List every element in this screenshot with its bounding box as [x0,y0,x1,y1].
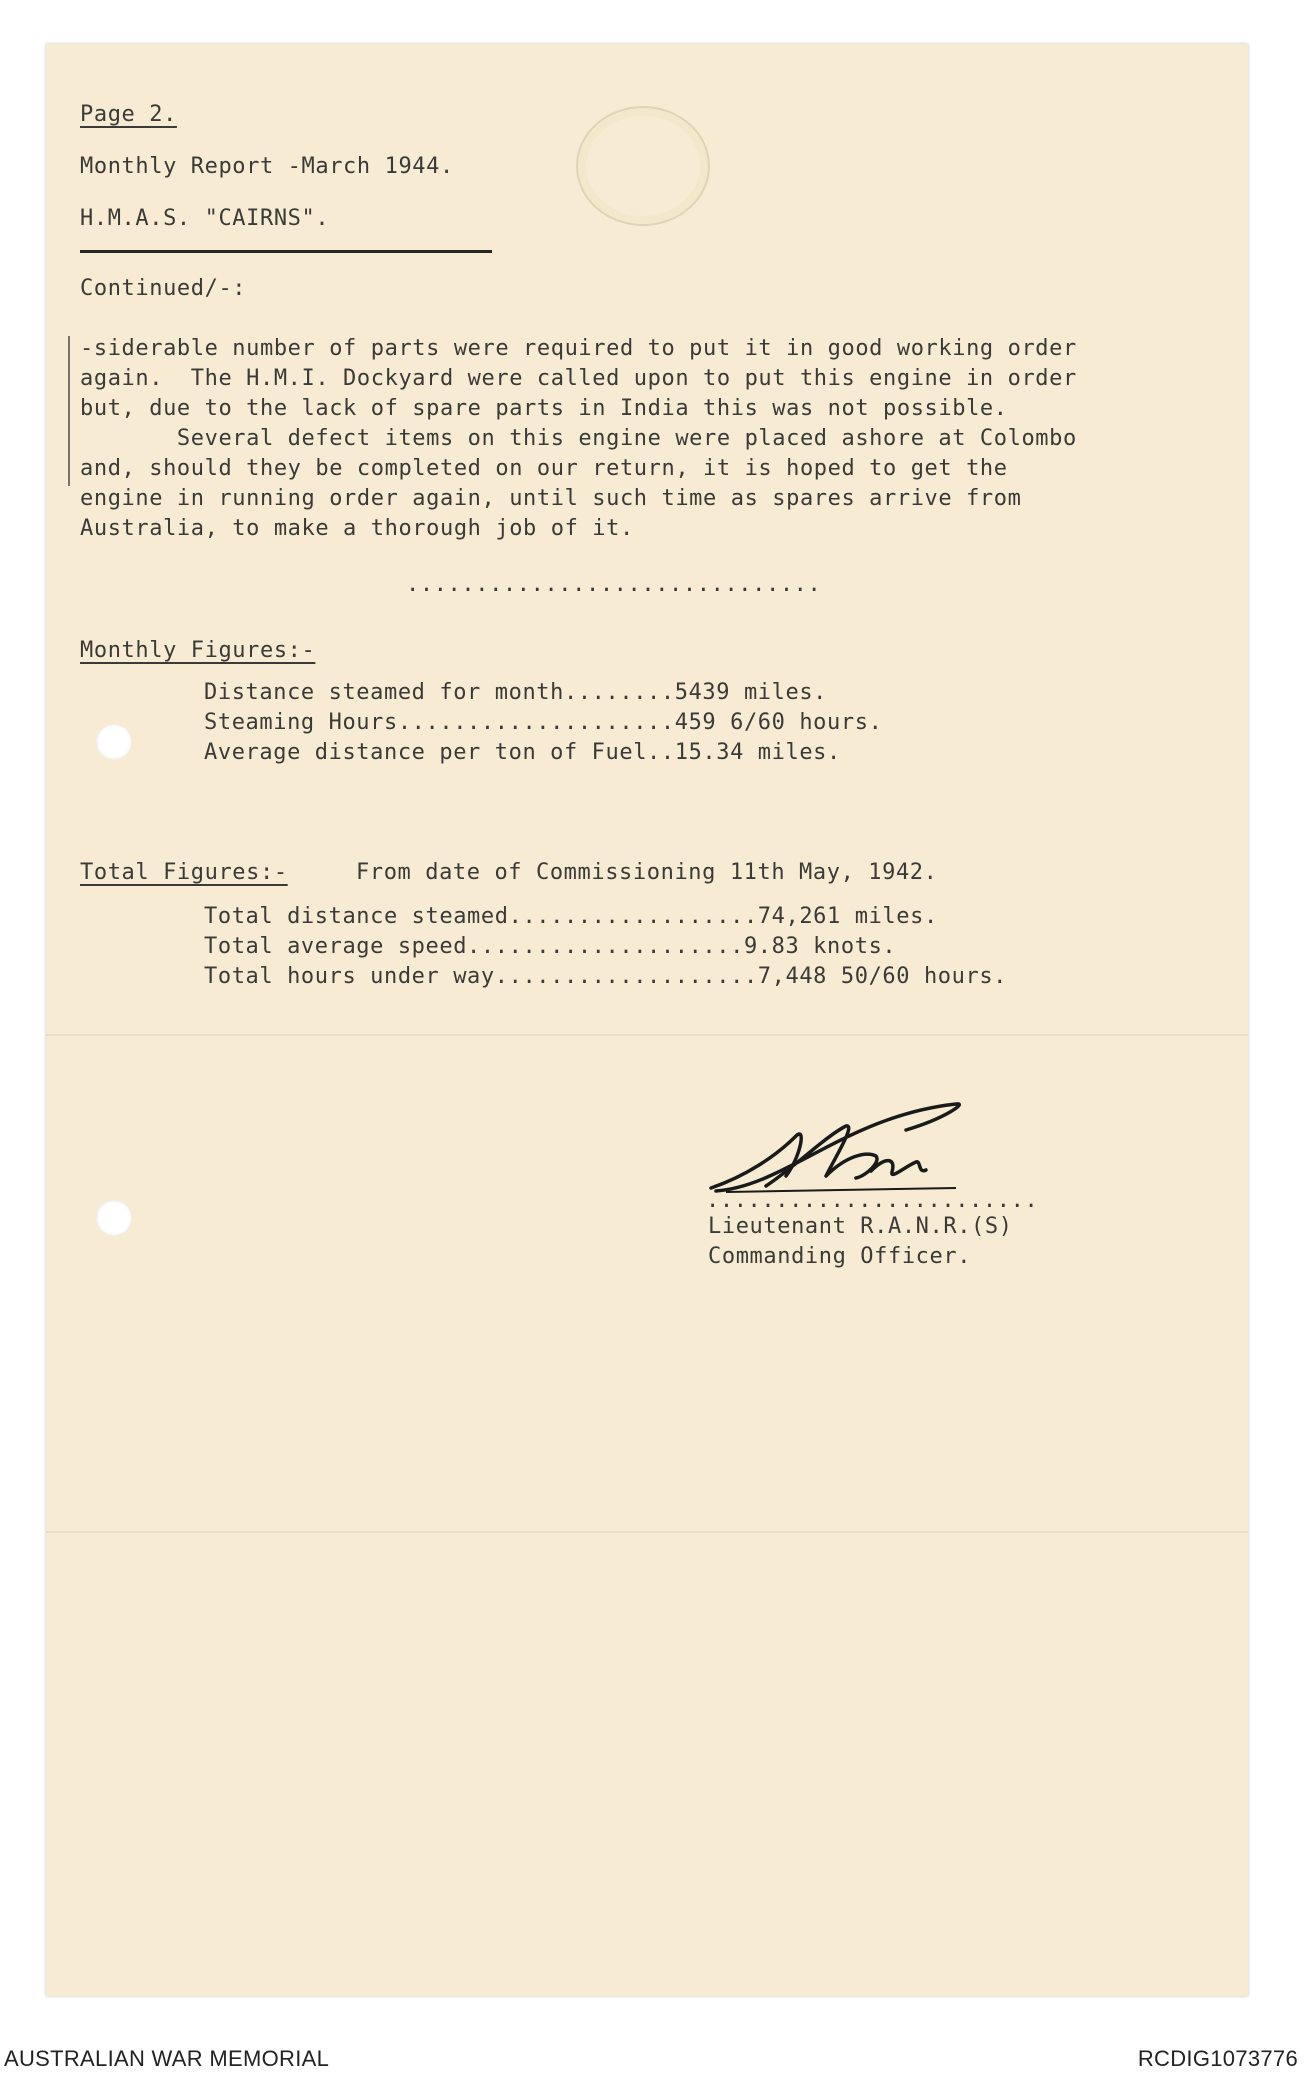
paragraph-line: Australia, to make a thorough job of it. [80,516,634,541]
ship-name: H.M.A.S. "CAIRNS". [80,206,330,231]
continued-label: Continued/-: [80,276,247,301]
signature-line: ........................ [706,1188,1039,1213]
margin-mark [68,336,70,486]
page-label: Page 2. [80,102,177,127]
paper-fold [46,1531,1248,1533]
monthly-figure-line: Steaming Hours....................459 6/60 hours. [204,710,883,735]
footer-right-label: RCDIG1073776 [1137,2046,1298,2071]
paper-fold [46,1034,1248,1036]
total-figures-heading: Total Figures:- [80,860,288,885]
header-rule [80,250,492,253]
signatory-title: Commanding Officer. [708,1244,972,1269]
embossed-crest-seal [576,106,710,226]
paragraph-line: but, due to the lack of spare parts in India this was not possible. [80,396,1008,421]
body-paragraph [80,334,1077,544]
paragraph-line: and, should they be completed on our return, it is hoped to get the [80,456,1008,481]
monthly-figures-heading: Monthly Figures:- [80,638,316,663]
paragraph-line: Several defect items on this engine were placed ashore at Colombo [80,426,1077,451]
paragraph-line: again. The H.M.I. Dockyard were called upon to put this engine in order [80,366,1077,391]
paragraph-line: -siderable number of parts were required to put it in good working order [80,336,1077,361]
section-separator: .............................. [406,572,822,597]
total-figure-line: Total hours under way...................7,448 50/60 hours. [204,964,1008,989]
total-figure-line: Total distance steamed..................74,261 miles. [204,904,938,929]
punch-hole [96,724,132,760]
punch-hole [96,1200,132,1236]
report-title: Monthly Report -March 1944. [80,154,454,179]
signatory-rank: Lieutenant R.A.N.R.(S) [708,1214,1013,1239]
total-figures-subheading: From date of Commissioning 11th May, 1942. [356,860,938,885]
document-page [46,44,1248,1996]
monthly-figure-line: Average distance per ton of Fuel..15.34 miles. [204,740,841,765]
total-figure-line: Total average speed....................9.83 knots. [204,934,897,959]
paragraph-line: engine in running order again, until such time as spares arrive from [80,486,1022,511]
footer-left-label: AUSTRALIAN WAR MEMORIAL [4,2046,330,2071]
monthly-figure-line: Distance steamed for month........5439 miles. [204,680,828,705]
